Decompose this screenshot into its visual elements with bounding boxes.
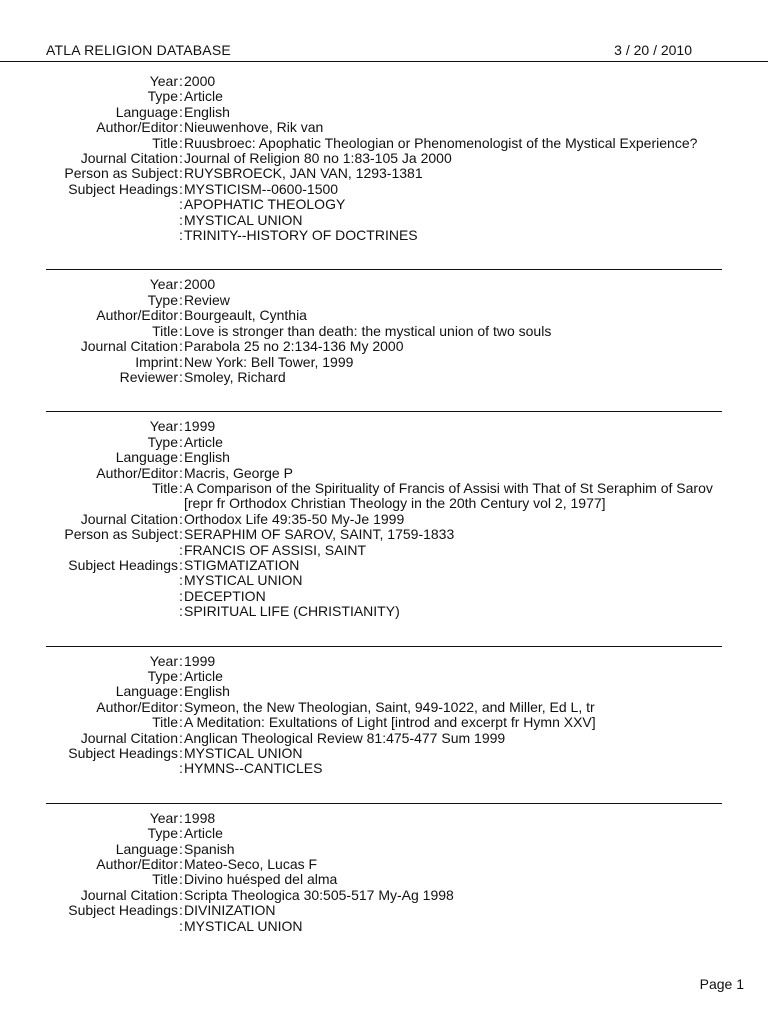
field-value: English <box>184 683 230 700</box>
field-separator: : <box>179 165 183 182</box>
field-separator: : <box>179 368 183 385</box>
field-separator: : <box>179 291 183 308</box>
record-field <box>0 826 768 841</box>
field-value: Macris, George P <box>184 464 293 481</box>
record <box>0 277 768 385</box>
field-separator: : <box>179 307 183 324</box>
record-field <box>0 842 768 857</box>
record-divider <box>46 646 722 647</box>
record-field <box>0 903 768 918</box>
record <box>0 419 768 619</box>
field-separator: : <box>179 871 183 888</box>
field-label: Journal Citation <box>80 510 178 527</box>
field-label: Type <box>147 88 178 105</box>
record-field <box>0 811 768 826</box>
record-field <box>0 700 768 715</box>
field-label: Person as Subject <box>64 526 178 543</box>
record-field <box>0 213 768 228</box>
field-value: English <box>184 103 230 120</box>
field-value: MYSTICISM--0600-1500 <box>184 180 339 197</box>
record-field <box>0 669 768 684</box>
field-separator: : <box>179 902 183 919</box>
record-field <box>0 324 768 339</box>
record-divider <box>46 803 722 804</box>
field-separator: : <box>179 760 183 777</box>
field-label: Author/Editor <box>96 698 178 715</box>
record <box>0 74 768 243</box>
field-separator: : <box>179 729 183 746</box>
field-value: Scripta Theologica 30:505-517 My-Ag 1998 <box>184 886 454 903</box>
field-value: STIGMATIZATION <box>184 556 300 573</box>
field-value: Love is stronger than death: the mystical union of two souls <box>184 322 552 339</box>
field-value: Journal of Religion 80 no 1:83-105 Ja 2000 <box>184 150 452 167</box>
record <box>0 654 768 777</box>
field-value: DIVINIZATION <box>184 902 276 919</box>
record-field <box>0 120 768 135</box>
record-field <box>0 197 768 212</box>
field-separator: : <box>179 211 183 228</box>
field-value: MYSTICAL UNION <box>184 745 303 762</box>
field-value: SERAPHIM OF SAROV, SAINT, 1759-1833 <box>184 526 455 543</box>
record-field <box>0 527 768 542</box>
field-value: FRANCIS OF ASSISI, SAINT <box>184 541 367 558</box>
field-label: Year <box>149 73 178 89</box>
field-value: Article <box>184 433 223 450</box>
record-field <box>0 888 768 903</box>
field-separator: : <box>179 73 183 89</box>
record-field <box>0 228 768 243</box>
field-label: Type <box>147 291 178 308</box>
field-value: SPIRITUAL LIFE (CHRISTIANITY) <box>184 603 400 620</box>
field-value: Nieuwenhove, Rik van <box>184 119 324 136</box>
field-separator: : <box>179 338 183 355</box>
field-separator: : <box>179 119 183 136</box>
record-field <box>0 684 768 699</box>
field-separator: : <box>179 603 183 620</box>
record-field <box>0 339 768 354</box>
field-label <box>0 543 178 558</box>
field-separator: : <box>179 464 183 481</box>
record-field <box>0 481 768 512</box>
record-field <box>0 277 768 292</box>
field-separator: : <box>179 322 183 339</box>
field-label: Language <box>115 840 178 857</box>
field-separator: : <box>179 479 183 496</box>
record-field <box>0 370 768 385</box>
field-separator: : <box>179 714 183 731</box>
field-value: APOPHATIC THEOLOGY <box>184 196 346 213</box>
record-field <box>0 731 768 746</box>
record-field <box>0 746 768 761</box>
print-date: 3 / 20 / 2010 <box>614 42 692 58</box>
field-label: Journal Citation <box>80 150 178 167</box>
field-separator: : <box>179 652 183 669</box>
record-divider <box>46 411 722 412</box>
field-separator: : <box>179 433 183 450</box>
record-field <box>0 435 768 450</box>
field-separator: : <box>179 353 183 370</box>
field-label: Person as Subject <box>64 165 178 182</box>
field-separator: : <box>179 418 183 435</box>
record-field <box>0 74 768 89</box>
record-divider <box>46 269 722 270</box>
field-value: 1999 <box>184 418 216 435</box>
field-separator: : <box>179 668 183 684</box>
field-label: Journal Citation <box>80 886 178 903</box>
field-separator: : <box>179 88 183 105</box>
field-value: Orthodox Life 49:35-50 My-Je 1999 <box>184 510 405 527</box>
record-field <box>0 293 768 308</box>
field-separator: : <box>179 683 183 700</box>
field-separator: : <box>179 825 183 842</box>
record-field <box>0 512 768 527</box>
record-field <box>0 308 768 323</box>
field-label: Title <box>152 134 178 151</box>
field-value: A Meditation: Exultations of Light [introd and excerpt fr Hymn XXV] <box>184 714 596 731</box>
record-field <box>0 355 768 370</box>
field-label: Type <box>147 668 178 684</box>
field-label: Author/Editor <box>96 307 178 324</box>
page-header <box>46 43 692 61</box>
field-label: Journal Citation <box>80 338 178 355</box>
record-field <box>0 715 768 730</box>
field-label: Journal Citation <box>80 729 178 746</box>
record-field <box>0 857 768 872</box>
record-list <box>0 74 768 934</box>
field-separator: : <box>179 134 183 151</box>
field-value: Bourgeault, Cynthia <box>184 307 307 324</box>
field-label: Author/Editor <box>96 464 178 481</box>
field-label: Year <box>149 809 178 826</box>
field-separator: : <box>179 587 183 604</box>
field-separator: : <box>179 103 183 120</box>
field-separator: : <box>179 449 183 466</box>
database-title: ATLA RELIGION DATABASE <box>46 42 231 58</box>
header-divider <box>0 61 768 62</box>
record-field <box>0 919 768 934</box>
record-field <box>0 558 768 573</box>
record-field <box>0 604 768 619</box>
field-label: Language <box>115 103 178 120</box>
field-label: Year <box>149 276 178 293</box>
field-separator: : <box>179 698 183 715</box>
field-label: Imprint <box>135 353 178 370</box>
field-value: MYSTICAL UNION <box>184 572 303 589</box>
field-value: TRINITY--HISTORY OF DOCTRINES <box>184 227 418 244</box>
field-value: Parabola 25 no 2:134-136 My 2000 <box>184 338 404 355</box>
field-value: Anglican Theological Review 81:475-477 Sum 1999 <box>184 729 506 746</box>
field-value: MYSTICAL UNION <box>184 211 303 228</box>
field-value: RUYSBROECK, JAN VAN, 1293-1381 <box>184 165 423 182</box>
field-separator: : <box>179 541 183 558</box>
field-value: New York: Bell Tower, 1999 <box>184 353 354 370</box>
field-separator: : <box>179 227 183 244</box>
field-separator: : <box>179 276 183 293</box>
field-value: 2000 <box>184 276 216 293</box>
field-value: A Comparison of the Spirituality of Francis of Assisi with That of St Seraphim of Sarov [repr fr Orthodox Christian Theology in the 20th Century vol 2, 1977] <box>184 479 713 512</box>
field-label: Language <box>115 683 178 700</box>
record-field <box>0 654 768 669</box>
field-separator: : <box>179 856 183 873</box>
field-separator: : <box>179 526 183 543</box>
field-value: 1999 <box>184 652 216 669</box>
field-separator: : <box>179 150 183 167</box>
field-label: Author/Editor <box>96 119 178 136</box>
field-separator: : <box>179 886 183 903</box>
field-value: MYSTICAL UNION <box>184 917 303 934</box>
record-field <box>0 589 768 604</box>
field-value: Spanish <box>184 840 235 857</box>
field-separator: : <box>179 572 183 589</box>
field-separator: : <box>179 745 183 762</box>
record-field <box>0 105 768 120</box>
field-label <box>0 197 178 212</box>
field-label: Reviewer <box>119 368 178 385</box>
record-field <box>0 466 768 481</box>
record-field <box>0 872 768 887</box>
field-separator: : <box>179 556 183 573</box>
field-value: English <box>184 449 230 466</box>
field-label: Language <box>115 449 178 466</box>
field-label: Title <box>152 322 178 339</box>
field-label <box>0 761 178 776</box>
field-value: Mateo-Seco, Lucas F <box>184 856 318 873</box>
field-value: Article <box>184 668 223 684</box>
field-label: Subject Headings <box>68 180 178 197</box>
field-value: Article <box>184 88 223 105</box>
field-value: 1998 <box>184 809 216 826</box>
field-separator: : <box>179 510 183 527</box>
field-label: Type <box>147 825 178 842</box>
field-value: Ruusbroec: Apophatic Theologian or Phenomenologist of the Mystical Experience? <box>184 134 698 151</box>
record-field <box>0 151 768 166</box>
field-label: Title <box>152 871 178 888</box>
field-value: 2000 <box>184 73 216 89</box>
field-label: Year <box>149 418 178 435</box>
field-value: Smoley, Richard <box>184 368 286 385</box>
field-label <box>0 213 178 228</box>
field-label: Subject Headings <box>68 902 178 919</box>
field-value: DECEPTION <box>184 587 266 604</box>
record-field <box>0 573 768 588</box>
field-label: Year <box>149 652 178 669</box>
field-separator: : <box>179 917 183 934</box>
field-separator: : <box>179 196 183 213</box>
field-label: Title <box>152 479 178 496</box>
field-label <box>0 589 178 604</box>
record-field <box>0 419 768 434</box>
field-label: Type <box>147 433 178 450</box>
field-label: Title <box>152 714 178 731</box>
field-value: Article <box>184 825 223 842</box>
field-separator: : <box>179 180 183 197</box>
record-field <box>0 89 768 104</box>
field-label: Subject Headings <box>68 745 178 762</box>
record-field <box>0 543 768 558</box>
page-number: Page 1 <box>699 976 744 992</box>
field-value: Review <box>184 291 230 308</box>
field-value: Symeon, the New Theologian, Saint, 949-1022, and Miller, Ed L, tr <box>184 698 595 715</box>
record-field <box>0 761 768 776</box>
record <box>0 811 768 934</box>
field-label <box>0 919 178 934</box>
field-value: Divino huésped del alma <box>184 871 338 888</box>
field-label: Author/Editor <box>96 856 178 873</box>
field-label <box>0 604 178 619</box>
field-label <box>0 228 178 243</box>
field-label <box>0 573 178 588</box>
record-field <box>0 136 768 151</box>
record-field <box>0 450 768 465</box>
field-label: Subject Headings <box>68 556 178 573</box>
record-field <box>0 182 768 197</box>
field-separator: : <box>179 809 183 826</box>
record-field <box>0 166 768 181</box>
field-value: HYMNS--CANTICLES <box>184 760 323 777</box>
field-separator: : <box>179 840 183 857</box>
